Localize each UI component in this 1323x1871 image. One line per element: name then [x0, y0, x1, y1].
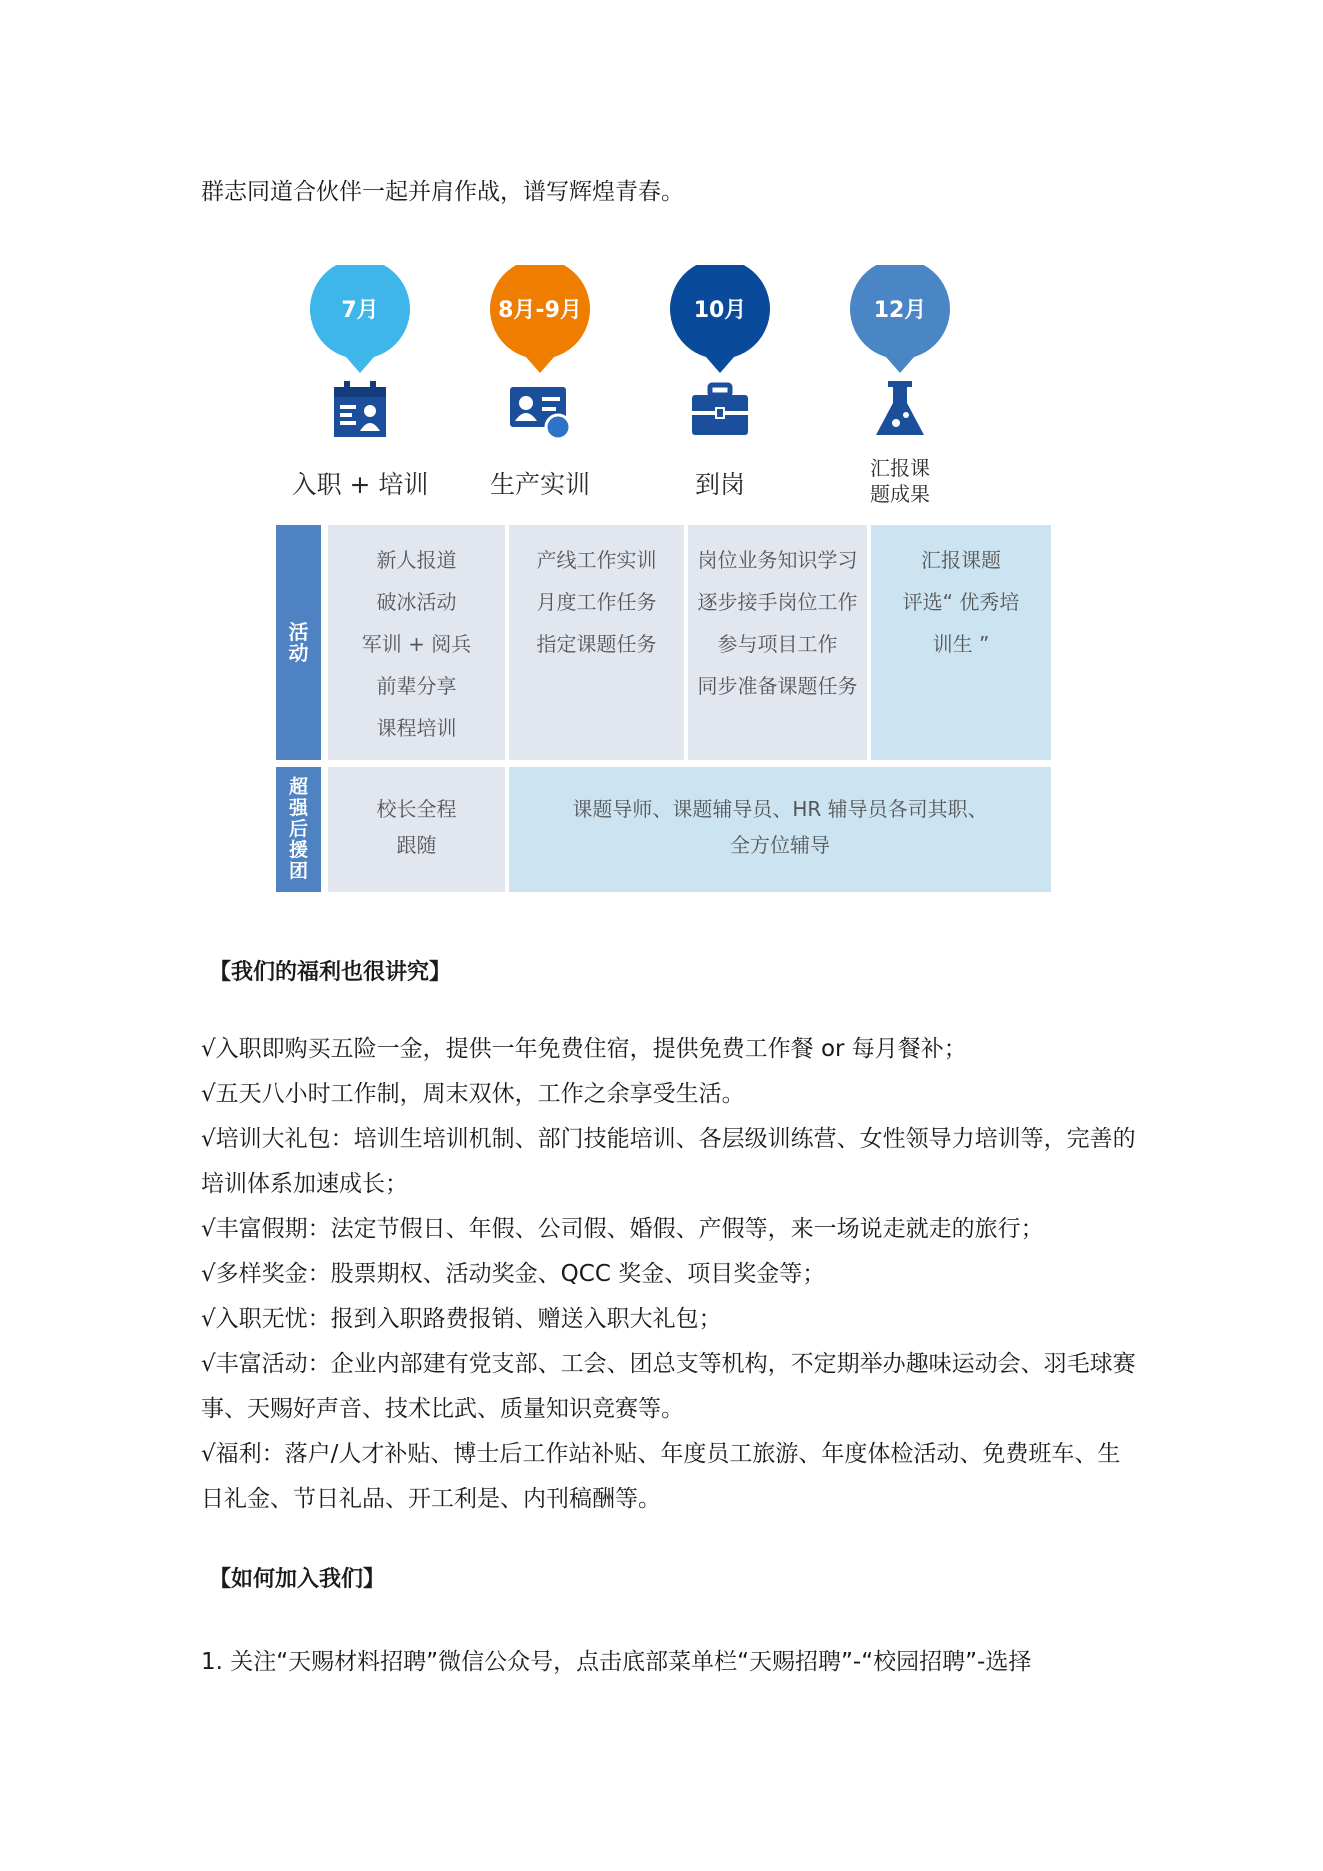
activity-item: 参与项目工作 — [717, 632, 838, 656]
activity-item: 训生 ” — [932, 632, 990, 656]
stage-aug-sep — [450, 255, 630, 520]
benefit-item: √培训大礼包：培训生培训机制、部门技能培训、各层级训练营、女性领导力培训等，完善的培训体系加速成长； — [201, 1126, 1136, 1197]
intro-paragraph: 群志同道合伙伴一起并肩作战，谱写辉煌青春。 — [201, 179, 684, 205]
training-timeline — [270, 255, 1070, 520]
month-pin-icon — [850, 265, 950, 383]
month-pin-icon — [490, 265, 590, 383]
join-heading: 【如何加入我们】 — [209, 1567, 386, 1592]
activities-label-char: 活 — [288, 619, 309, 644]
activity-item: 课程培训 — [376, 716, 457, 740]
stage-name-line: 题成果 — [870, 482, 930, 506]
stage-october — [630, 255, 810, 520]
activity-item: 新人报道 — [376, 548, 457, 572]
support-cell — [509, 767, 1051, 892]
activities-cell — [509, 525, 684, 760]
month-pin-icon — [670, 265, 770, 383]
activity-item: 评选“ 优秀培 — [902, 590, 1020, 614]
support-label-char: 援 — [288, 839, 308, 861]
id-card-icon — [506, 377, 574, 445]
stage-month: 7月 — [341, 298, 379, 323]
activity-item: 逐步接手岗位工作 — [697, 590, 858, 614]
activity-item: 同步准备课题任务 — [697, 674, 858, 698]
support-team-label — [276, 767, 321, 892]
activity-item: 汇报课题 — [921, 548, 1001, 572]
support-item: 课题导师、课题辅导员、HR 辅导员各司其职、 — [572, 797, 988, 821]
stage-name — [810, 455, 990, 507]
benefit-item: √福利：落户/人才补贴、博士后工作站补贴、年度员工旅游、年度体检活动、免费班车、生日礼金、节日礼品、开工利是、内刊稿酬等。 — [201, 1441, 1121, 1512]
briefcase-icon — [686, 377, 754, 445]
activities-table — [276, 525, 1051, 892]
activity-item: 前辈分享 — [376, 674, 457, 698]
month-pin-icon — [310, 265, 410, 383]
support-item: 校长全程 — [376, 797, 457, 821]
stage-name-line: 汇报课 — [870, 456, 930, 480]
benefit-item: √五天八小时工作制，周末双休，工作之余享受生活。 — [201, 1081, 745, 1107]
activity-item: 军训 + 阅兵 — [361, 632, 472, 656]
join-step-1: 1. 关注“天赐材料招聘”微信公众号，点击底部菜单栏“天赐招聘”-“校园招聘”-选择 — [201, 1649, 1032, 1675]
stage-month: 10月 — [693, 298, 747, 323]
support-label-char: 后 — [288, 818, 308, 840]
flask-icon — [866, 377, 934, 445]
stage-name: 到岗 — [694, 470, 745, 499]
support-item: 跟随 — [396, 833, 437, 857]
activity-item: 产线工作实训 — [536, 548, 657, 572]
support-cell — [328, 767, 505, 892]
benefit-item: √入职即购买五险一金，提供一年免费住宿，提供免费工作餐 or 每月餐补； — [201, 1036, 967, 1062]
benefits-list — [201, 1027, 1141, 1522]
activity-item: 破冰活动 — [376, 590, 457, 614]
activities-label — [276, 525, 321, 760]
activities-cell — [871, 525, 1051, 760]
support-label-char: 强 — [288, 797, 308, 819]
activities-cell — [688, 525, 867, 760]
support-item: 全方位辅导 — [730, 833, 830, 857]
stage-december — [810, 255, 990, 520]
stage-july — [270, 255, 450, 520]
stage-month: 8月-9月 — [498, 298, 582, 323]
stage-name: 生产实训 — [489, 470, 590, 499]
calendar-person-icon — [326, 377, 394, 445]
benefit-item: √丰富活动：企业内部建有党支部、工会、团总支等机构，不定期举办趣味运动会、羽毛球赛事、天赐好声音、技术比武、质量知识竞赛等。 — [201, 1351, 1136, 1422]
benefit-item: √入职无忧：报到入职路费报销、赠送入职大礼包； — [201, 1306, 722, 1332]
stage-month: 12月 — [873, 298, 927, 323]
support-label-char: 团 — [288, 860, 308, 882]
benefit-item: √丰富假期：法定节假日、年假、公司假、婚假、产假等，来一场说走就走的旅行； — [201, 1216, 1044, 1242]
activity-item: 月度工作任务 — [536, 590, 657, 614]
activities-cell — [328, 525, 505, 760]
benefit-item: √多样奖金：股票期权、活动奖金、QCC 奖金、项目奖金等； — [201, 1261, 826, 1287]
support-label-char: 超 — [288, 776, 308, 798]
activity-item: 岗位业务知识学习 — [697, 548, 858, 572]
activity-item: 指定课题任务 — [536, 632, 657, 656]
benefits-heading: 【我们的福利也很讲究】 — [209, 960, 452, 985]
stage-name: 入职 + 培训 — [291, 470, 429, 499]
activities-label-char: 动 — [288, 640, 309, 665]
